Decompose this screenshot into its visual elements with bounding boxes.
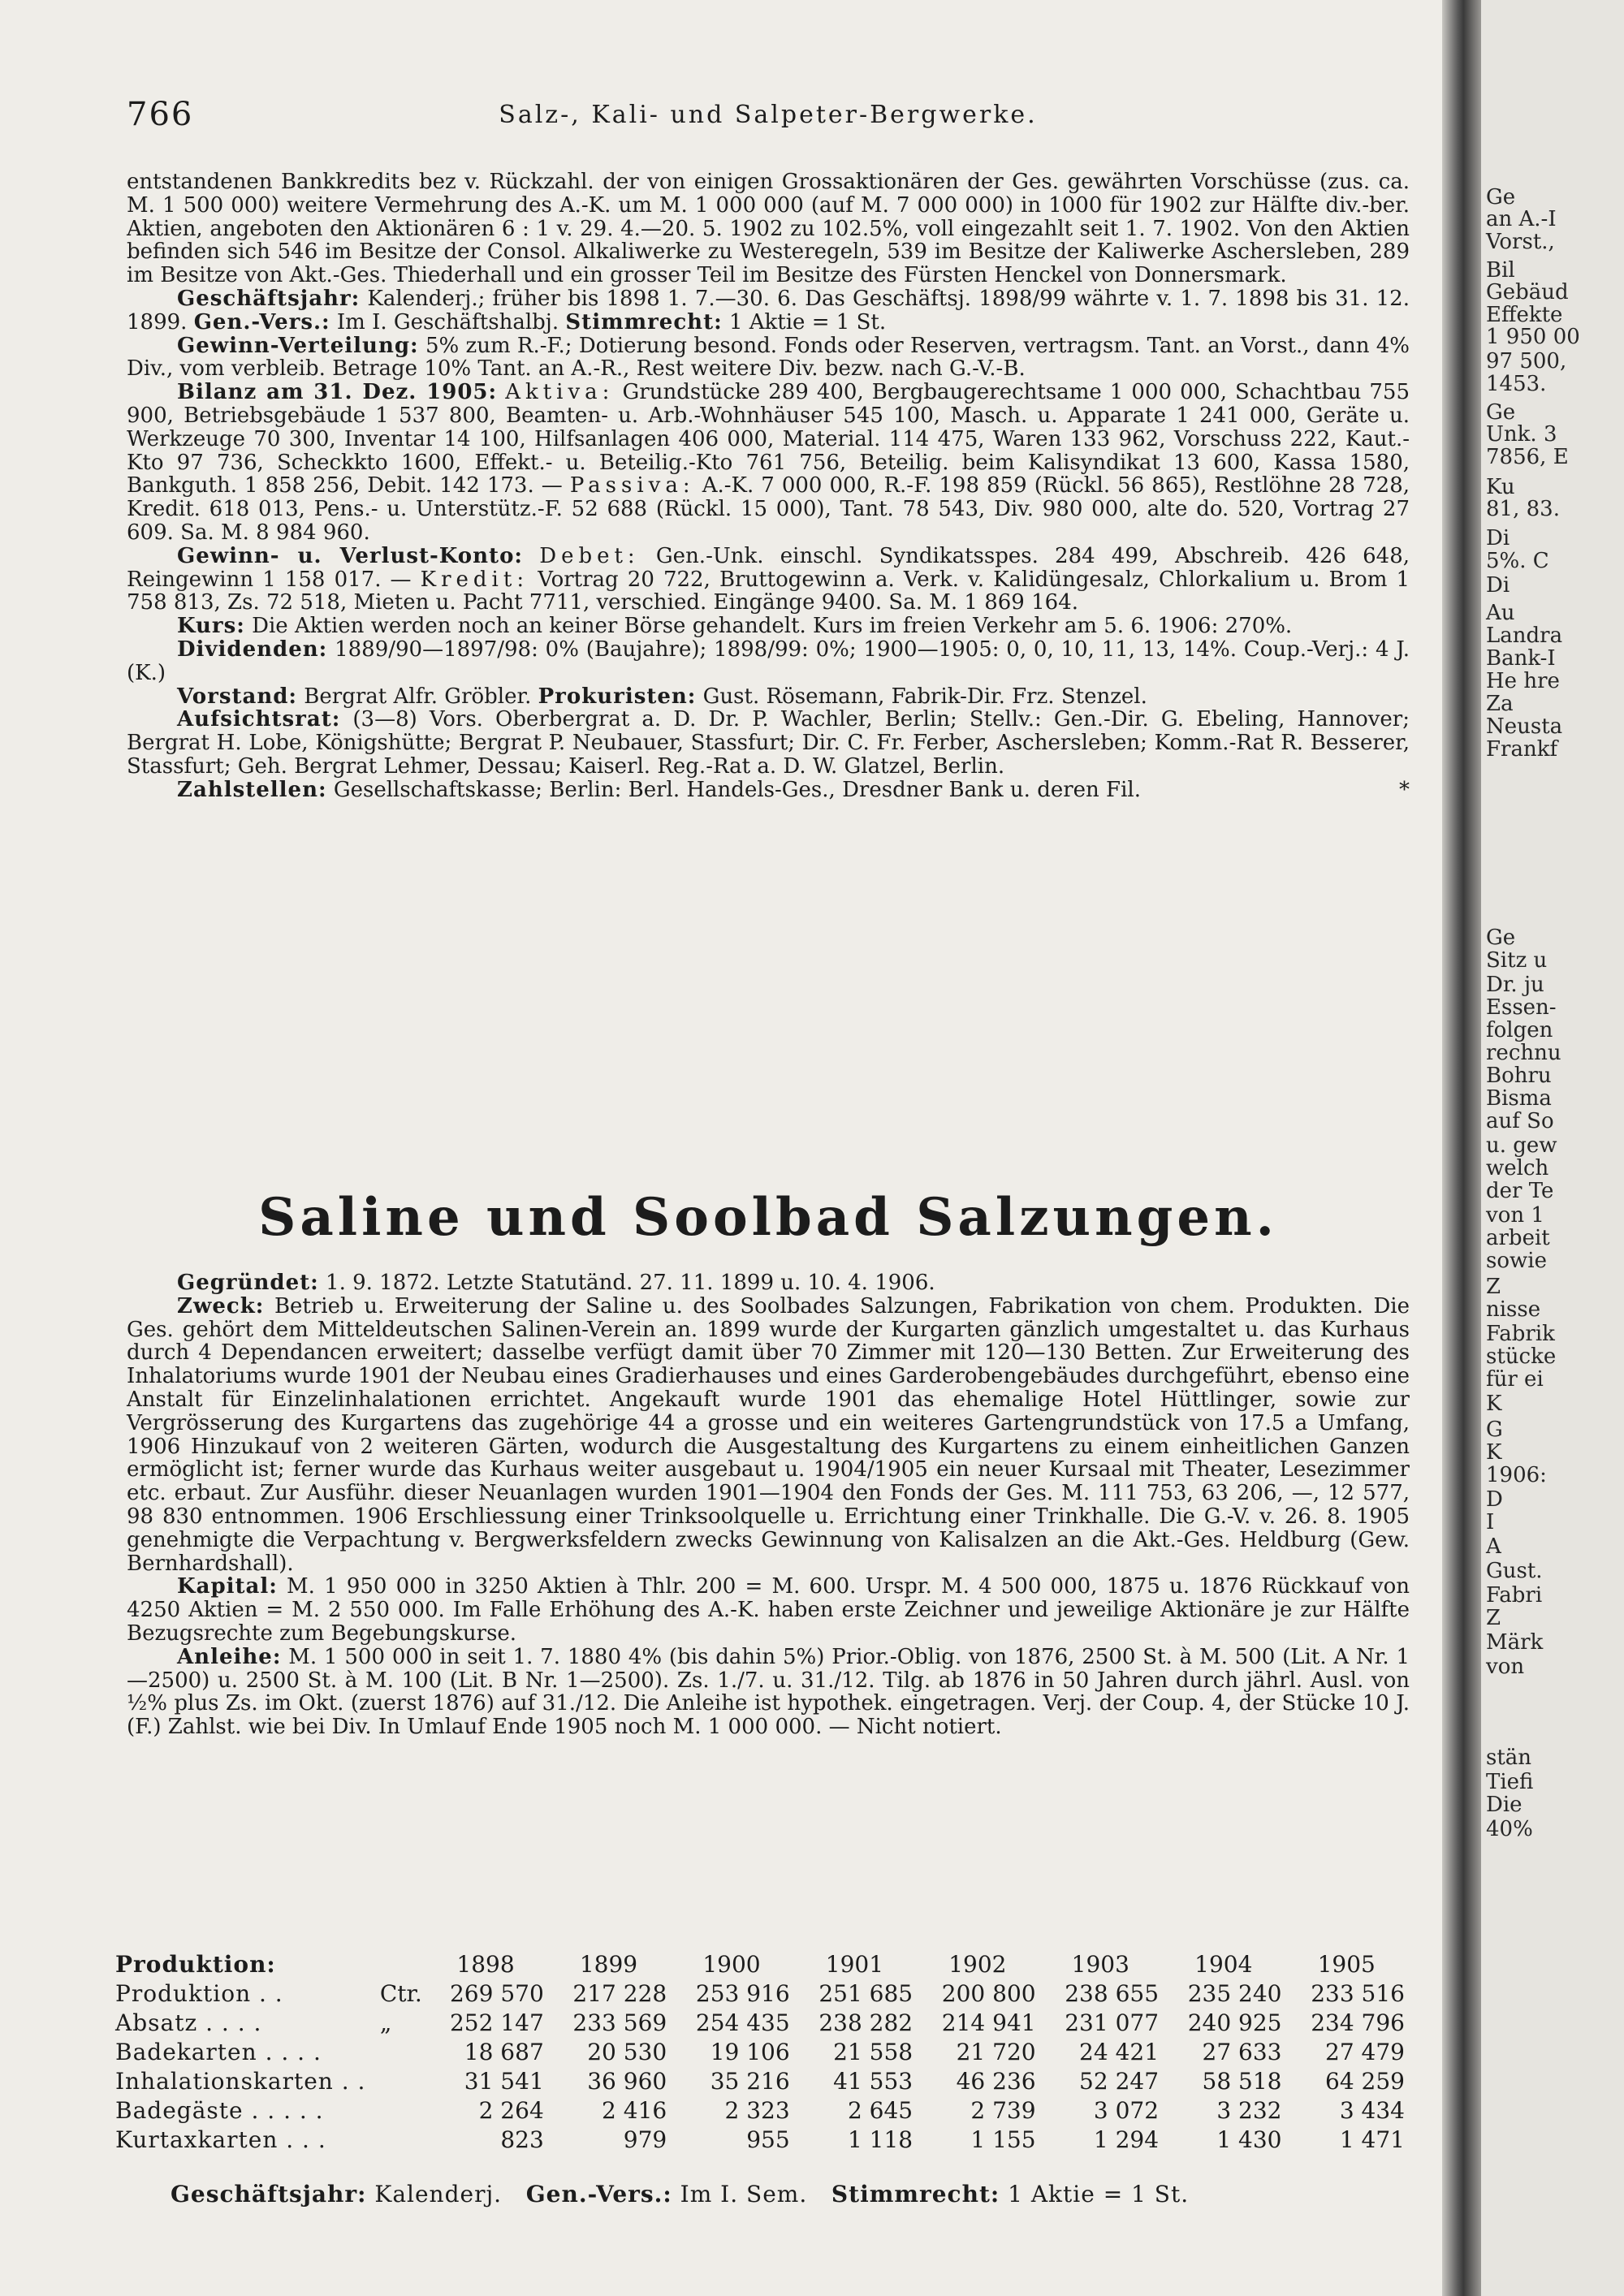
row-value: 233 516 [1311,1980,1405,2007]
production-title: Produktion: [115,1951,276,1978]
year-header: 1901 [825,1951,884,1978]
book-gutter [1442,0,1481,2296]
adjacent-page-fragment: 40% [1486,1817,1533,1841]
page-number: 766 [127,96,194,133]
business-year-line: Geschäftsjahr: Kalenderj.; früher bis 1898 1. 7.—30. 6. Das Geschäftsj. 1898/99 währte v. 1. 7. 1898 bis 31. 12. 1899. Gen.-Vers.: Im I. Geschäftshalbj. Stimmrecht: 1 Aktie = 1 St. [127,286,1410,334]
adjacent-page-fragment: Z [1486,1606,1501,1630]
row-value: 2 645 [847,2097,914,2124]
row-label: Absatz . . . . [115,2009,262,2036]
adjacent-page-fragment: welch [1486,1156,1549,1180]
adjacent-page-fragment: Za [1486,692,1514,716]
year-header: 1904 [1194,1951,1253,1978]
adjacent-page-fragment: Gebäud [1486,280,1569,304]
row-value: 1 430 [1216,2126,1282,2153]
row-value: 20 530 [587,2039,667,2065]
adjacent-page-fragment: 81, 83. [1486,497,1560,521]
row-value: 21 558 [833,2039,914,2065]
row-value: 41 553 [833,2068,914,2095]
asterisk-mark: * [1399,777,1410,802]
row-value: 253 916 [695,1980,790,2007]
production-row [115,2067,1411,2096]
adjacent-page-fragment: Au [1486,601,1515,625]
row-value: 235 240 [1187,1980,1282,2007]
section-title: Saline und Soolbad Salzungen. [258,1187,1278,1248]
bond-issue: Anleihe: M. 1 500 000 in seit 1. 7. 1880 4% (bis dahin 5%) Prior.-Oblig. von 1876, 2500 St. à M. 500 (Lit. A Nr. 1—2500) u. 2500 St. à M. 100 (Lit. B Nr. 1—2500). Zs. 1./7. u. 31./12. Tilg. ab 1876 in 50 Jahren durch jährl. Ausl. von ½% plus Zs. im Okt. (zuerst 1876) auf 31./12. Die Anleihe ist hypothek. eingetragen. Verj. der Coup. 4, der Stücke 10 J. (F.) Zahlst. wie bei Div. In Umlauf Ende 1905 noch M. 1 000 000. — Nicht notiert. [127,1644,1410,1740]
row-label: Produktion . . [115,1980,283,2007]
adjacent-page-fragment: Unk. 3 [1486,422,1557,447]
adjacent-page-fragment: Ge [1486,185,1516,209]
adjacent-page-fragment: Z [1486,1275,1501,1299]
adjacent-page-fragment: nisse [1486,1297,1541,1322]
saline-footer-line: Geschäftsjahr: Kalenderj. Gen.-Vers.: Im I. Sem. Stimmrecht: 1 Aktie = 1 St. [171,2181,1190,2208]
adjacent-page-fragment: an A.-I [1486,207,1557,231]
adjacent-page-fragment: K [1486,1392,1502,1416]
row-value: 36 960 [587,2068,667,2095]
adjacent-page-fragment: 5%. C [1486,549,1549,573]
adjacent-page-fragment: 1453. [1486,372,1547,396]
row-value: 231 077 [1065,2009,1160,2036]
row-value: 240 925 [1187,2009,1282,2036]
row-value: 238 655 [1065,1980,1160,2007]
adjacent-page-fragment: K [1486,1440,1502,1465]
adjacent-page-fragment: Ku [1486,475,1515,499]
adjacent-page-fragment: Essen- [1486,995,1557,1020]
adjacent-page-fragment: folgen [1486,1018,1553,1042]
adjacent-page-fragment: für ei [1486,1367,1544,1392]
page-header [127,96,1410,145]
row-value: 2 416 [602,2097,667,2124]
adjacent-page-fragment: stücke [1486,1344,1557,1369]
adjacent-page-fragment: 1906: [1486,1463,1547,1487]
adjacent-page-fragment: Di [1486,526,1510,550]
adjacent-page-fragment: Ge [1486,926,1516,950]
row-value: 269 570 [449,1980,544,2007]
profit-loss-account: Gewinn- u. Verlust-Konto: Debet: Gen.-Unk. einschl. Syndikatsspes. 284 499, Abschreib. 426 648, Reingewinn 1 158 017. — Kredit: Vortrag 20 722, Bruttogewinn a. Verk. v. Kalidüngesalz, Chlorkalium u. Brom 1 758 813, Zs. 72 518, Mieten u. Pacht 7711, verschied. Eingänge 9400. Sa. M. 1 869 164. [127,543,1410,615]
year-header: 1905 [1317,1951,1376,1978]
adjacent-page-fragment: D [1486,1487,1503,1512]
adjacent-page-fragment: Neusta [1486,714,1563,739]
row-value: 254 435 [695,2009,790,2036]
adjacent-page-fragment: Bisma [1486,1086,1552,1111]
capital: Kapital: M. 1 950 000 in 3250 Aktien à Thlr. 200 = M. 600. Urspr. M. 4 500 000, 1875 u. 1876 Rückkauf von 4250 Aktien = M. 2 550 000. Im Falle Erhöhung des A.-K. haben erste Zeichner und jeweilige Aktionäre je zur Hälfte Bezugsrechte zum Begebungskurse. [127,1574,1410,1646]
production-table [115,1950,1411,2155]
row-value: 2 323 [724,2097,790,2124]
production-row [115,2096,1411,2126]
adjacent-page-fragment: Vorst., [1486,230,1555,254]
saline-entry [127,1271,1410,1739]
row-value: 21 720 [956,2039,1036,2065]
adjacent-page-fragment: arbeit [1486,1226,1550,1250]
adjacent-page-fragment: 97 500, [1486,349,1567,373]
row-value: 823 [500,2126,544,2153]
adjacent-page-fragment: Fabri [1486,1583,1543,1608]
row-value: 234 796 [1311,2009,1405,2036]
adjacent-page-fragment: Bank-I [1486,646,1556,671]
row-value: 955 [746,2126,790,2153]
adjacent-page-edge [1481,0,1624,2296]
adjacent-page-fragment: Landra [1486,624,1563,648]
supervisory-board: Aufsichtsrat: (3—8) Vors. Oberbergrat a. D. Dr. P. Wachler, Berlin; Stellv.: Gen.-Dir. G. Ebeling, Hannover; Bergrat H. Lobe, Königshütte; Bergrat P. Neubauer, Stassfurt; Dir. C. Fr. Ferber, Aschersleben; Komm.-Rat R. Besserer, Stassfurt; Geh. Bergrat Lehmer, Dessau; Kaiserl. Reg.-Rat a. D. W. Glatzel, Berlin. [127,707,1410,779]
adjacent-page-fragment: Bil [1486,258,1515,283]
year-header: 1898 [456,1951,515,1978]
purpose: Zweck: Betrieb u. Erweiterung der Saline u. des Soolbades Salzungen, Fabrikation von chem. Produkten. Die Ges. gehört dem Mitteldeutschen Salinen-Verein an. 1899 wurde der Kurgarten gänzlich umgestaltet u. das Kurhaus durch 4 Dependancen erweitert; dasselbe verfügt damit über 70 Zimmer mit 120—130 Betten. Zur Erweiterung des Inhalatoriums wurde 1901 der Neubau eines Gradierhauses und eines Garderobengebäudes durchgeführt, ebenso eine Anstalt für Einzelinhalationen errichtet. Angekauft wurde 1901 das ehemalige Hotel Hüttlinger, sowie zur Vergrösserung des Kurgartens das zugehörige 44 a grosse und ein weiteres Gartengrundstück von 17.5 a Umfang, 1906 Hinzukauf von 2 weiteren Gärten, wodurch die Ausgestaltung des Kurgartens zu einem einheitlichen Ganzen ermöglicht ist; ferner wurde das Kurhaus weiter ausgebaut u. 1904/1905 ein neuer Kursaal mit Theater, Lesezimmer etc. erbaut. Zur Ausführ. dieser Neuanlagen wurden 1901—1904 den Fonds der Ges. M. 111 753, 63 206, —, 12 577, 98 830 entnommen. 1906 Erschliessung einer Trinksoolquelle u. Errichtung einer Trinkhalle. Die G.-V. v. 26. 8. 1905 genehmigte die Verpachtung v. Bergwerksfeldern zwecks Gewinnung von Kalisalzen an die Akt.-Ges. Heldburg (Gew. Bernhardshall). [127,1293,1410,1576]
adjacent-page-fragment: 1 950 00 [1486,325,1580,349]
production-row [115,2038,1411,2067]
entry-intro: entstandenen Bankkredits bez v. Rückzahl. der von einigen Grossaktionären der Ges. gewährten Vorschüsse (zus. ca. M. 1 500 000) weitere Vermehrung des A.-K. um M. 1 000 000 (auf M. 7 000 000) in 1000 für 1902 zur Hälfte div.-ber. Aktien, angeboten den Aktionären 6 : 1 v. 29. 4.—20. 5. 1902 zu 102.5%, voll eingezahlt seit 1. 7. 1902. Von den Aktien befinden sich 546 im Besitze der Consol. Alkaliwerke zu Westeregeln, 539 im Besitze der Kaliwerke Aschersleben, 289 im Besitze von Akt.-Ges. Thiederhall und ein grosser Teil im Besitze des Fürsten Henckel von Donnersmark. [127,170,1410,288]
founded: Gegründet: 1. 9. 1872. Letzte Statutänd. 27. 11. 1899 u. 10. 4. 1906. [177,1271,935,1295]
adjacent-page-fragment: Tiefi [1486,1770,1534,1794]
row-value: 19 106 [710,2039,790,2065]
row-value: 979 [623,2126,667,2153]
adjacent-page-fragment: rechnu [1486,1041,1561,1065]
row-value: 3 434 [1339,2097,1405,2124]
adjacent-page-fragment: Fabrik [1486,1322,1555,1346]
row-value: 251 685 [818,1980,914,2007]
adjacent-page-fragment: He hre [1486,669,1560,693]
balance-sheet: Bilanz am 31. Dez. 1905: Aktiva: Grundstücke 289 400, Bergbaugerechtsame 1 000 000, Schachtbau 755 900, Betriebsgebäude 1 537 800, Beamten- u. Arb.-Wohnhäuser 545 100, Masch. u. Apparate 1 241 000, Geräte u. Werkzeuge 70 300, Inventar 14 100, Hilfsanlagen 406 000, Material. 114 475, Waren 133 962, Vorschuss 222, Kaut.-Kto 97 736, Scheckkto 1600, Effekt.- u. Beteilig.-Kto 761 756, Beteilig. beim Kalisyndikat 13 600, Kassa 1580, Bankguth. 1 858 256, Debit. 142 173. — Passiva: A.-K. 7 000 000, R.-F. 198 859 (Rückl. 56 865), Restlöhne 28 728, Kredit. 618 013, Pens.- u. Unterstütz.-F. 52 688 (Rückl. 15 000), Tant. 78 543, Div. 980 000, alte do. 520, Vortrag 27 609. Sa. M. 8 984 960. [127,380,1410,545]
adjacent-page-fragment: Di [1486,573,1510,598]
adjacent-page-fragment: Bohru [1486,1064,1552,1088]
row-unit [380,2096,427,2126]
production-row [115,1979,1411,2009]
row-value: 27 633 [1202,2039,1282,2065]
row-value: 31 541 [464,2068,544,2095]
adjacent-page-fragment: Dr. ju [1486,973,1544,997]
row-value: 217 228 [572,1980,667,2007]
running-title: Salz-, Kali- und Salpeter-Bergwerke. [499,101,1038,129]
row-unit: Ctr. [379,1980,422,2007]
row-value: 2 739 [970,2097,1036,2124]
row-value: 3 232 [1216,2097,1282,2124]
row-value: 18 687 [464,2039,544,2065]
row-value: 52 247 [1079,2068,1160,2095]
dividends: Dividenden: 1889/90—1897/98: 0% (Baujahre); 1898/99: 0%; 1900—1905: 0, 0, 10, 11, 13, 14%. Coup.-Verj.: 4 J. (K.) [127,637,1410,685]
row-label: Inhalationskarten . . [115,2068,366,2095]
adjacent-page-fragment: Effekte [1486,303,1563,327]
year-header: 1899 [579,1951,638,1978]
row-value: 35 216 [710,2068,790,2095]
adjacent-page-fragment: Märk [1486,1630,1544,1655]
production-header-row [115,1950,1411,1979]
adjacent-page-fragment: G [1486,1418,1503,1442]
paying-agents: Zahlstellen: Gesellschaftskasse; Berlin: Berl. Handels-Ges., Dresdner Bank u. deren Fil. * [177,777,1410,802]
production-row [115,2126,1411,2155]
management-board: Vorstand: Bergrat Alfr. Gröbler. Prokuristen: Gust. Rösemann, Fabrik-Dir. Frz. Stenzel. [177,684,1147,709]
adjacent-page-fragment: von [1486,1655,1525,1679]
row-unit: „ [379,2009,392,2036]
adjacent-page-fragment: sowie [1486,1249,1547,1273]
row-unit [380,2038,427,2067]
adjacent-page-fragment: auf So [1486,1109,1554,1133]
row-value: 27 479 [1325,2039,1405,2065]
adjacent-page-fragment: Gust. [1486,1559,1543,1583]
adjacent-page-fragment: A [1486,1534,1501,1559]
row-value: 200 800 [941,1980,1036,2007]
row-unit [380,2067,427,2096]
row-value: 24 421 [1079,2039,1160,2065]
production-row [115,2009,1411,2038]
adjacent-page-fragment: 7856, E [1486,445,1569,469]
share-price: Kurs: Die Aktien werden noch an keiner Börse gehandelt. Kurs im freien Verkehr am 5. 6. 1906: 270%. [177,614,1293,639]
adjacent-page-fragment: u. gew [1486,1133,1557,1158]
row-value: 2 264 [478,2097,544,2124]
profit-distribution: Gewinn-Verteilung: 5% zum R.-F.; Dotierung besond. Fonds oder Reserven, vertragsm. Tant. an Vorst., dann 4% Div., vom verbleib. Betrage 10% Tant. an A.-R., Rest weitere Div. bezw. nach G.-V.-B. [127,333,1410,382]
row-value: 58 518 [1202,2068,1282,2095]
adjacent-page-fragment: von 1 [1486,1203,1544,1228]
adjacent-page-fragment: Ge [1486,400,1516,425]
row-label: Kurtaxkarten . . . [115,2126,326,2153]
year-header: 1903 [1071,1951,1129,1978]
row-value: 252 147 [449,2009,544,2036]
adjacent-page-fragment: I [1486,1510,1495,1534]
year-header: 1902 [948,1951,1007,1978]
row-value: 1 294 [1093,2126,1160,2153]
adjacent-page-fragment: der Te [1486,1179,1554,1203]
previous-entry [127,170,1410,802]
row-label: Badekarten . . . . [115,2039,322,2065]
row-value: 238 282 [818,2009,914,2036]
row-value: 3 072 [1093,2097,1160,2124]
adjacent-page-fragment: Frankf [1486,737,1558,762]
row-value: 233 569 [572,2009,667,2036]
row-label: Badegäste . . . . . [115,2097,324,2124]
year-header: 1900 [702,1951,761,1978]
row-value: 64 259 [1325,2068,1405,2095]
row-value: 1 471 [1339,2126,1405,2153]
adjacent-page-fragment: Die [1486,1793,1522,1817]
adjacent-page-fragment: Sitz u [1486,948,1548,973]
row-value: 46 236 [956,2068,1036,2095]
row-value: 1 118 [847,2126,914,2153]
adjacent-page-fragment: stän [1486,1746,1532,1770]
row-value: 214 941 [941,2009,1036,2036]
row-unit [380,2126,427,2155]
row-value: 1 155 [970,2126,1036,2153]
